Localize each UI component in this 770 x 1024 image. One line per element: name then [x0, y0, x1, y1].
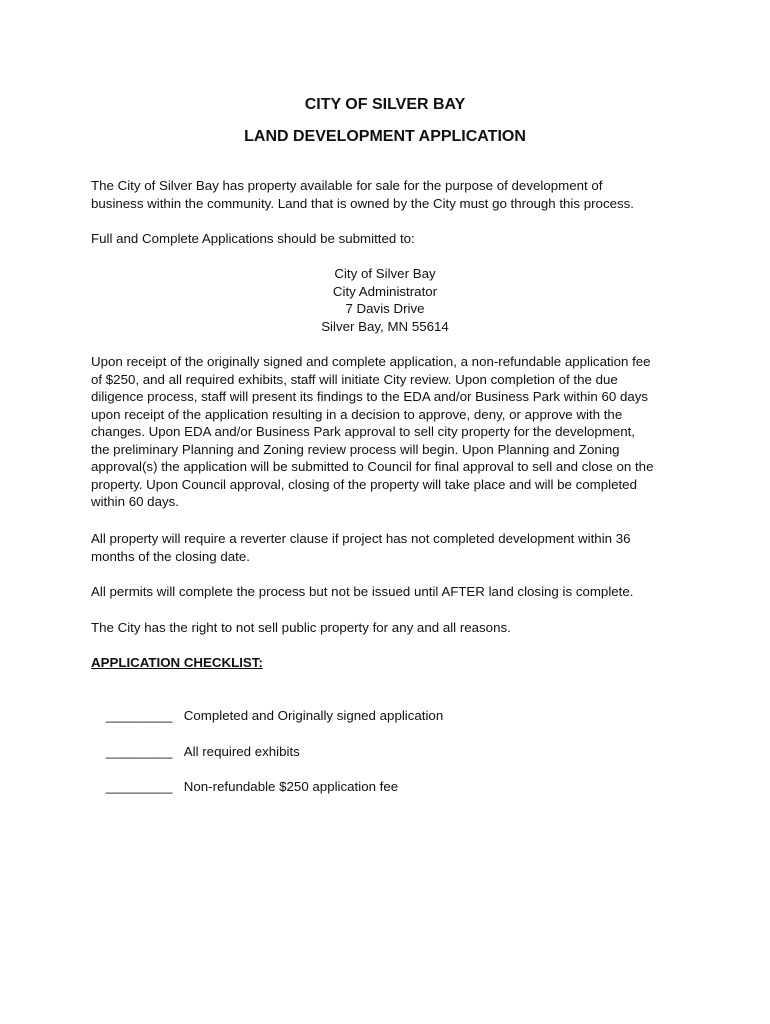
- checklist-item: [91, 760, 398, 813]
- checklist-blank[interactable]: _________: [105, 707, 173, 723]
- checklist-blank[interactable]: _________: [105, 778, 173, 794]
- reverter-clause-paragraph: All property will require a reverter clause if project has not completed development within 36 months of the closing date.: [91, 531, 631, 564]
- address-line-street: 7 Davis Drive: [345, 301, 425, 316]
- checklist-item-label: Completed and Originally signed application: [183, 707, 444, 723]
- checklist-item-label: Non-refundable $250 application fee: [183, 778, 399, 794]
- application-title: LAND DEVELOPMENT APPLICATION: [244, 128, 526, 145]
- checklist-item-label: All required exhibits: [183, 743, 300, 759]
- city-title: CITY OF SILVER BAY: [304, 96, 466, 113]
- checklist-blank[interactable]: _________: [105, 743, 173, 759]
- checklist-heading: APPLICATION CHECKLIST:: [91, 655, 263, 670]
- review-process-paragraph: Upon receipt of the originally signed and complete application, a non-refundable application fee of $250, and all required exhibits, staff will initiate City review. Upon completion of the due diligence process, staff will present its findings to the EDA and/or Business Park within 60 days upon receipt of the application resulting in a decision to approve, deny, or approve with the changes. Upon EDA and/or Business Park approval to sell city property for the development, the preliminary Planning and Zoning review process will begin. Upon Planning and Zoning approval(s) the application will be submitted to Council for final approval to sell and close on the property. Upon Council approval, closing of the property will take place and will be completed within 60 days.: [91, 354, 654, 509]
- address-line-citystatezip: Silver Bay, MN 55614: [321, 318, 449, 334]
- address-line-office: City Administrator: [332, 283, 438, 299]
- submit-instructions: Full and Complete Applications should be submitted to:: [91, 231, 415, 246]
- address-line-city: City of Silver Bay: [334, 266, 436, 281]
- intro-paragraph: The City of Silver Bay has property available for sale for the purpose of development of business within the community. Land that is owned by the City must go through this process.: [91, 178, 634, 211]
- mailing-address: [0, 265, 770, 335]
- permits-paragraph: All permits will complete the process but not be issued until AFTER land closing is complete.: [91, 584, 634, 599]
- right-to-not-sell-paragraph: The City has the right to not sell public property for any and all reasons.: [91, 620, 511, 635]
